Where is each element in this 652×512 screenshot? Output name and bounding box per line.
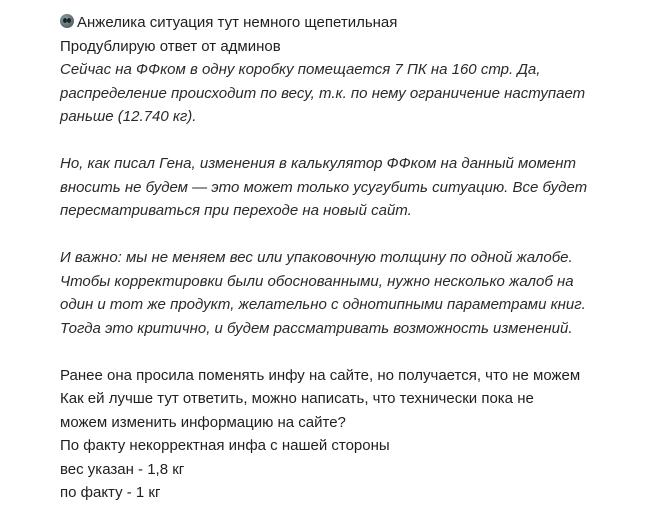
quote-p3-line-1: И важно: мы не меняем вес или упаковочную толщину по одной жалобе. bbox=[60, 249, 573, 266]
message-first-line-text: Анжелика ситуация тут немного щепетильная bbox=[77, 14, 398, 31]
message-line-1 bbox=[60, 11, 640, 35]
quote-p2-line-3: пересматриваться при переходе на новый сайт. bbox=[60, 202, 412, 219]
tail-line-2: Как ей лучше тут ответить, можно написать, что технически пока не bbox=[60, 390, 534, 407]
quote-p2-line-1: Но, как писал Гена, изменения в калькулятор ФФком на данный момент bbox=[60, 155, 577, 172]
quote-p3-line-2: Чтобы корректировки были обоснованными, нужно несколько жалоб на bbox=[60, 272, 574, 290]
paragraph-gap bbox=[60, 340, 640, 364]
quote-p1-line-3: раньше (12.740 кг). bbox=[60, 108, 197, 125]
quoted-admin-reply bbox=[60, 58, 640, 340]
paragraph-gap bbox=[60, 223, 640, 247]
alien-face-icon bbox=[60, 14, 74, 28]
tail-line-1: Ранее она просила поменять инфу на сайте, но получается, что не можем bbox=[60, 366, 581, 384]
paragraph-gap bbox=[60, 129, 640, 153]
quote-p3-line-3: один и тот же продукт, желательно с однотипными параметрами книг. bbox=[60, 296, 586, 313]
quote-p2-line-2: вносить не будем — это может только усугубить ситуацию. Все будет bbox=[60, 178, 588, 196]
quote-p1-line-2: распределение происходит по весу, т.к. по нему ограничение наступает bbox=[60, 84, 586, 102]
message-line-2: Продублирую ответ от админов bbox=[60, 37, 281, 55]
tail-line-3: можем изменить информацию на сайте? bbox=[60, 413, 346, 431]
tail-line-5: вес указан - 1,8 кг bbox=[60, 460, 185, 478]
tail-line-4: По факту некорректная инфа с нашей стороны bbox=[60, 437, 390, 454]
quote-p1-line-1: Сейчас на ФФком в одну коробку помещается 7 ПК на 160 стр. Да, bbox=[60, 61, 541, 78]
chat-message bbox=[60, 11, 640, 505]
tail-line-6: по факту - 1 кг bbox=[60, 484, 161, 501]
quote-p3-line-4: Тогда это критично, и будем рассматривать возможность изменений. bbox=[60, 319, 573, 337]
